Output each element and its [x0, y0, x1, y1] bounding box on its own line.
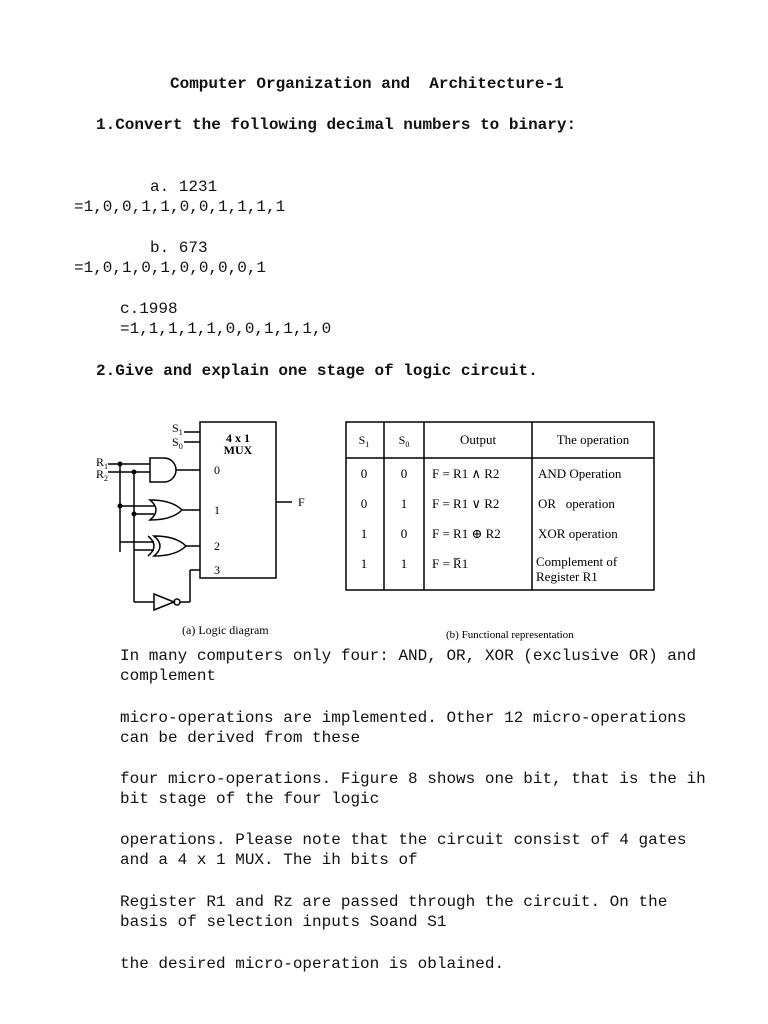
row1-s1: 0: [360, 466, 368, 481]
mux-input-0: 0: [214, 463, 220, 477]
row1-s0: 0: [400, 466, 408, 481]
mux-input-2: 2: [214, 539, 220, 553]
row2-s0: 1: [400, 496, 408, 511]
mux-input-1: 1: [214, 503, 220, 517]
xor-gate: [154, 536, 186, 556]
item-a-answer: =1,0,0,1,1,0,0,1,1,1,1: [74, 198, 286, 216]
and-gate: [150, 458, 176, 482]
s1-label: $S_1$: [172, 421, 183, 437]
table-header-operation: The operation: [556, 432, 630, 447]
item-c-answer: =1,1,1,1,1,0,0,1,1,1,0: [120, 320, 332, 338]
row3-output: F = R1 ⊕ R2: [432, 526, 501, 541]
row2-s1: 0: [360, 496, 368, 511]
row4-operation: Complement of Register R1: [536, 554, 618, 584]
table-header-s1: $S_1$: [358, 433, 370, 449]
item-a-label: a. 1231: [150, 178, 218, 196]
r2-label: $R_2$: [96, 467, 109, 483]
row1-operation: AND Operation: [538, 466, 622, 481]
paragraph-6: the desired micro-operation is oblained.: [120, 955, 505, 973]
row4-s1: 1: [360, 556, 368, 571]
caption-a: (a) Logic diagram: [182, 623, 269, 637]
paragraph-3: four micro-operations. Figure 8 shows one bit, that is the ih bit stage of the four logic: [120, 770, 706, 808]
row1-output: F = R1 ∧ R2: [432, 466, 500, 481]
mux-label-1: 4 x 1: [226, 431, 250, 445]
s0-label: $S_0$: [172, 435, 183, 451]
paragraph-2: micro-operations are implemented. Other 12 micro-operations can be derived from these: [120, 709, 687, 747]
item-b-answer: =1,0,1,0,1,0,0,0,0,1: [74, 259, 267, 277]
not-gate: [154, 594, 174, 610]
row3-s0: 0: [400, 526, 408, 541]
paragraph-4: operations. Please note that the circuit consist of 4 gates and a 4 x 1 MUX. The ih bits of: [120, 831, 687, 869]
paragraph-1: In many computers only four: AND, OR, XOR (exclusive OR) and complement: [120, 647, 697, 685]
caption-b: (b) Functional representation: [446, 629, 574, 641]
logic-circuit-figure: [92, 410, 676, 646]
paragraph-5: Register R1 and Rz are passed through the circuit. On the basis of selection inputs Soand S1: [120, 893, 668, 931]
row3-operation: XOR operation: [538, 526, 618, 541]
mux-input-3: 3: [214, 563, 220, 577]
question-2: 2.Give and explain one stage of logic circuit.: [96, 362, 538, 380]
mux-output-label: F: [298, 495, 305, 509]
row2-output: F = R1 ∨ R2: [432, 496, 500, 511]
mux-label-2: MUX: [223, 443, 253, 457]
row2-operation: OR operation: [538, 496, 615, 511]
row3-s1: 1: [360, 526, 368, 541]
or-gate: [150, 500, 182, 520]
r1-label: $R_1$: [96, 455, 109, 471]
document-title: Computer Organization and Architecture-1: [170, 75, 564, 93]
item-b-label: b. 673: [150, 239, 208, 257]
row4-output: F = R̅1: [432, 556, 469, 571]
table-header-s0: $S_0$: [398, 433, 410, 449]
item-c-label: c.1998: [120, 300, 178, 318]
table-header-output: Output: [459, 432, 497, 447]
question-1: 1.Convert the following decimal numbers to binary:: [96, 116, 577, 134]
row4-s0: 1: [400, 556, 408, 571]
